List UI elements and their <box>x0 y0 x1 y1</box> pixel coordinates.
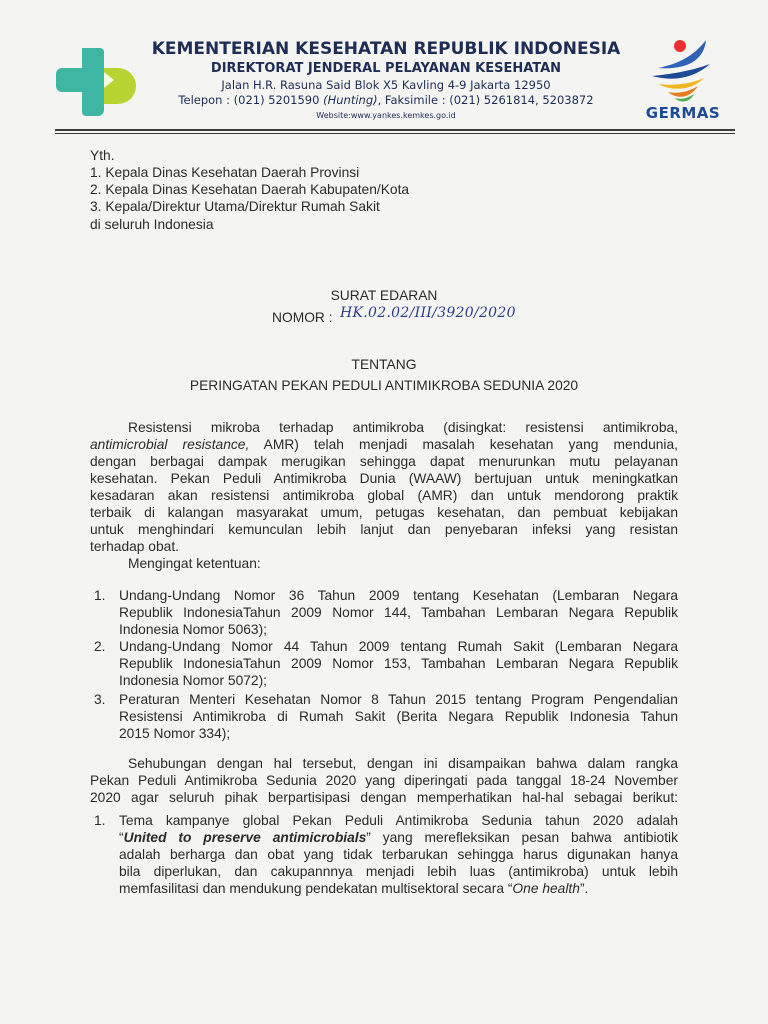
recipient-closing: di seluruh Indonesia <box>90 217 214 232</box>
intro-line: dengan berbagai dampak merugikan sehingga dapat menurunkan mutu pelayanan <box>90 454 678 469</box>
point-line: Tema kampanye global Pekan Peduli Antimikroba Sedunia tahun 2020 adalah <box>119 813 678 828</box>
intro-line: terbaik di kalangan masyarakat umum, petugas kesehatan, dan pembuat kebijakan <box>90 505 678 520</box>
ministry-address: Jalan H.R. Rasuna Said Blok X5 Kavling 4-9 Jakarta 12950 <box>221 78 551 92</box>
ministry-phone: Telepon : (021) 5201590 (Hunting), Faksimile : (021) 5261814, 5203872 <box>178 93 594 107</box>
salutation: Yth. <box>90 148 115 163</box>
regulation-line: Indonesia Nomor 5063); <box>119 622 268 637</box>
ministry-name: KEMENTERIAN KESEHATAN REPUBLIK INDONESIA <box>151 39 621 59</box>
regulation-line: Undang-Undang Nomor 44 Tahun 2009 tentang Rumah Sakit (Lembaran Negara <box>119 639 678 654</box>
regulation-number: 2. <box>94 639 106 654</box>
intro-line: kesadaran akan resistensi antimikroba global (AMR) dan untuk mendorong praktik <box>90 488 678 503</box>
germas-label: GERMAS <box>645 104 721 122</box>
regulation-number: 1. <box>94 588 106 603</box>
intro-line: antimicrobial resistance, AMR) telah menjadi masalah kesehatan yang mendunia, <box>90 437 678 452</box>
sehubungan-line: Sehubungan dengan hal tersebut, dengan ini disampaikan bahwa dalam rangka <box>128 756 678 771</box>
point-line: adalah berharga dan obat yang tidak terbarukan sehingga harus digunakan hanya <box>119 847 678 862</box>
regulation-line: Peraturan Menteri Kesehatan Nomor 8 Tahun 2015 tentang Program Pengendalian <box>119 692 678 707</box>
regulation-line: Republik IndonesiaTahun 2009 Nomor 144, Tambahan Lembaran Negara Republik <box>119 605 678 620</box>
regulation-number: 3. <box>94 692 106 707</box>
circular-title: SURAT EDARAN <box>330 288 438 303</box>
intro-line: terhadap obat. <box>90 539 179 554</box>
sehubungan-line: Pekan Peduli Antimikroba Sedunia 2020 yang diperingati pada tanggal 18-24 November <box>90 773 678 788</box>
regulation-line: Indonesia Nomor 5072); <box>119 673 268 688</box>
letterhead-rule-thin <box>55 133 735 134</box>
recipient-item: 2. Kepala Dinas Kesehatan Daerah Kabupaten/Kota <box>90 182 410 197</box>
ministry-website: Website:www.yankes.kemkes.go.id <box>316 111 456 120</box>
circular-subject: PERINGATAN PEKAN PEDULI ANTIMIKROBA SEDUNIA 2020 <box>189 378 579 393</box>
circular-number-value: HK.02.02/III/3920/2020 <box>340 305 516 321</box>
point-line: memfasilitasi dan mendukung pendekatan multisektoral secara “One health”. <box>119 881 589 896</box>
intro-line: untuk menghindari kemunculan lebih lanjut dan penyebaran infeksi yang resistan <box>90 522 678 537</box>
intro-line: Resistensi mikroba terhadap antimikroba (disingkat: resistensi antimikroba, <box>128 420 678 435</box>
regulation-line: 2015 Nomor 334); <box>119 726 231 741</box>
regulation-line: Resistensi Antimikroba di Rumah Sakit (Berita Negara Republik Indonesia Tahun <box>119 709 678 724</box>
regulation-line: Republik IndonesiaTahun 2009 Nomor 153, Tambahan Lembaran Negara Republik <box>119 656 678 671</box>
point-line: “United to preserve antimicrobials” yang merefleksikan pesan bahwa antibiotik <box>119 830 678 845</box>
mengingat-label: Mengingat ketentuan: <box>128 556 261 571</box>
recipient-item: 3. Kepala/Direktur Utama/Direktur Rumah Sakit <box>90 199 380 214</box>
regulation-line: Undang-Undang Nomor 36 Tahun 2009 tentang Kesehatan (Lembaran Negara <box>119 588 678 603</box>
kemenkes-logo-icon <box>52 44 140 122</box>
directorate-name: DIREKTORAT JENDERAL PELAYANAN KESEHATAN <box>210 61 562 76</box>
point-line: bila diperlukan, dan cakupannnya menjadi lebih luas (antimikroba) untuk lebih <box>119 864 678 879</box>
about-label: TENTANG <box>351 357 417 372</box>
sehubungan-line: 2020 agar seluruh pihak berpartisipasi dengan memperhatikan hal-hal sebagai berikut: <box>90 790 678 805</box>
recipient-item: 1. Kepala Dinas Kesehatan Daerah Provinsi <box>90 165 360 180</box>
circular-number-label: NOMOR : <box>272 310 333 325</box>
intro-line: kesehatan. Pekan Peduli Antimikroba Dunia (WAAW) bertujuan untuk meningkatkan <box>90 471 678 486</box>
point-number: 1. <box>94 813 106 828</box>
letterhead-rule <box>55 129 735 131</box>
